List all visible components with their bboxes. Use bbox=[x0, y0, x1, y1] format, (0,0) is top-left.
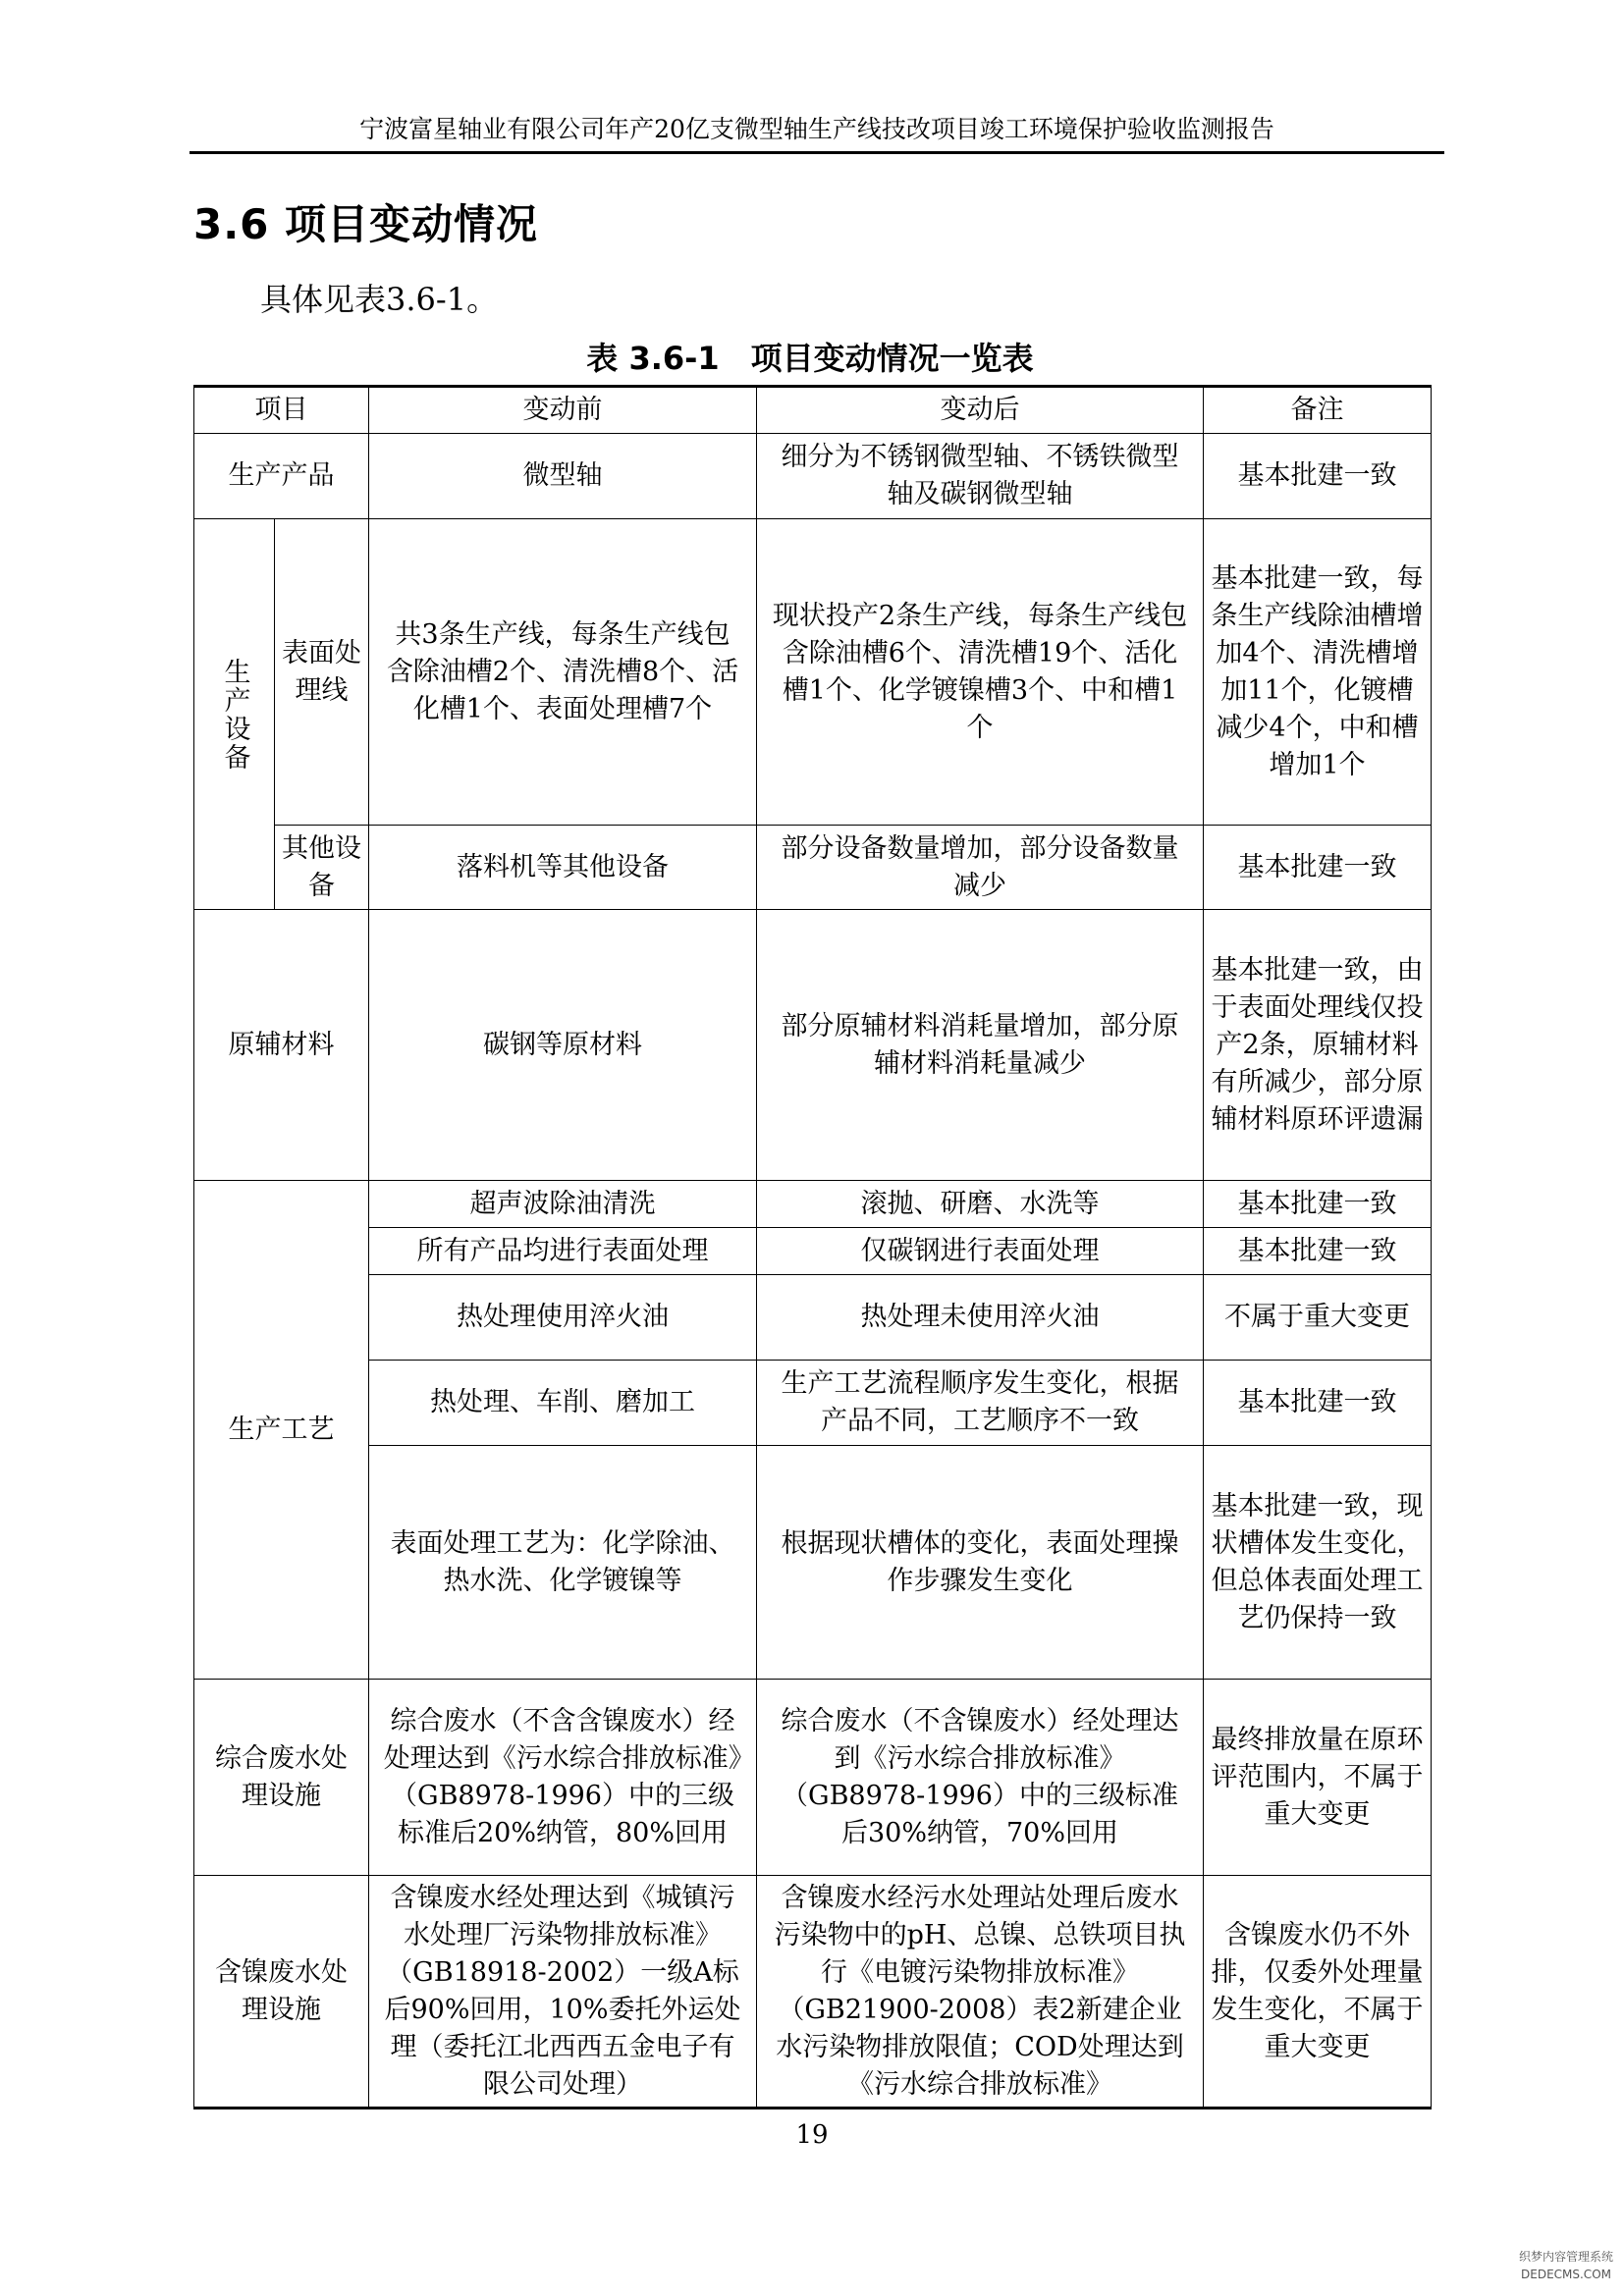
row-item: 生产产品 bbox=[194, 434, 369, 519]
intro-text: 具体见表3.6-1。 bbox=[260, 281, 499, 318]
row-note: 基本批建一致 bbox=[1204, 1361, 1432, 1446]
table-row bbox=[194, 1361, 1432, 1446]
row-after: 生产工艺流程顺序发生变化，根据产品不同，工艺顺序不一致 bbox=[757, 1361, 1204, 1446]
table-caption: 表 3.6-1 项目变动情况一览表 bbox=[586, 340, 1034, 377]
table-row bbox=[194, 1446, 1432, 1680]
row-after: 根据现状槽体的变化，表面处理操作步骤发生变化 bbox=[757, 1446, 1204, 1680]
table-header-row bbox=[194, 387, 1432, 434]
row-item: 含镍废水处理设施 bbox=[194, 1876, 369, 2109]
row-after: 现状投产2条生产线，每条生产线包含除油槽6个、清洗槽19个、活化槽1个、化学镀镍槽3个、中和槽1个 bbox=[757, 519, 1204, 826]
row-after: 滚抛、研磨、水洗等 bbox=[757, 1181, 1204, 1228]
row-note: 基本批建一致 bbox=[1204, 1228, 1432, 1275]
row-before: 综合废水（不含含镍废水）经处理达到《污水综合排放标准》（GB8978-1996）中的三级标准后20%纳管，80%回用 bbox=[369, 1680, 757, 1876]
row-note: 基本批建一致，每条生产线除油槽增加4个、清洗槽增加11个，化镀槽减少4个，中和槽增加1个 bbox=[1204, 519, 1432, 826]
watermark-line1: 织梦内容管理系统 bbox=[1518, 2250, 1613, 2264]
row-subitem: 其他设备 bbox=[275, 826, 369, 910]
row-after: 细分为不锈钢微型轴、不锈铁微型轴及碳钢微型轴 bbox=[757, 434, 1204, 519]
row-before: 共3条生产线，每条生产线包含除油槽2个、清洗槽8个、活化槽1个、表面处理槽7个 bbox=[369, 519, 757, 826]
table-row bbox=[194, 1181, 1432, 1228]
table-row bbox=[194, 1228, 1432, 1275]
page-header: 宁波富星轴业有限公司年产20亿支微型轴生产线技改项目竣工环境保护验收监测报告 bbox=[189, 108, 1444, 154]
row-note: 基本批建一致 bbox=[1204, 1181, 1432, 1228]
header-before: 变动前 bbox=[369, 387, 757, 434]
section-title: 3.6 项目变动情况 bbox=[193, 200, 539, 248]
row-before: 超声波除油清洗 bbox=[369, 1181, 757, 1228]
table-row bbox=[194, 1275, 1432, 1361]
table-row bbox=[194, 910, 1432, 1181]
row-before: 所有产品均进行表面处理 bbox=[369, 1228, 757, 1275]
header-item: 项目 bbox=[194, 387, 369, 434]
row-before: 表面处理工艺为：化学除油、热水洗、化学镀镍等 bbox=[369, 1446, 757, 1680]
header-note: 备注 bbox=[1204, 387, 1432, 434]
row-note: 基本批建一致 bbox=[1204, 434, 1432, 519]
table-row bbox=[194, 826, 1432, 910]
row-before: 热处理使用淬火油 bbox=[369, 1275, 757, 1361]
row-after: 仅碳钢进行表面处理 bbox=[757, 1228, 1204, 1275]
row-note: 含镍废水仍不外排，仅委外处理量发生变化，不属于重大变更 bbox=[1204, 1876, 1432, 2109]
group-equipment: 生产设备 bbox=[194, 519, 275, 910]
watermark-line2: DEDECMS.COM bbox=[1521, 2268, 1611, 2281]
table-row bbox=[194, 1680, 1432, 1876]
row-item: 原辅材料 bbox=[194, 910, 369, 1181]
row-after: 热处理未使用淬火油 bbox=[757, 1275, 1204, 1361]
group-process: 生产工艺 bbox=[194, 1181, 369, 1680]
row-before: 落料机等其他设备 bbox=[369, 826, 757, 910]
page-number: 19 bbox=[795, 2120, 829, 2150]
row-before: 微型轴 bbox=[369, 434, 757, 519]
row-after: 部分设备数量增加，部分设备数量减少 bbox=[757, 826, 1204, 910]
row-before: 热处理、车削、磨加工 bbox=[369, 1361, 757, 1446]
row-note: 最终排放量在原环评范围内，不属于重大变更 bbox=[1204, 1680, 1432, 1876]
row-note: 不属于重大变更 bbox=[1204, 1275, 1432, 1361]
row-after: 部分原辅材料消耗量增加，部分原辅材料消耗量减少 bbox=[757, 910, 1204, 1181]
row-after: 综合废水（不含镍废水）经处理达到《污水综合排放标准》（GB8978-1996）中的三级标准后30%纳管，70%回用 bbox=[757, 1680, 1204, 1876]
table-row bbox=[194, 519, 1432, 826]
header-after: 变动后 bbox=[757, 387, 1204, 434]
row-before: 碳钢等原材料 bbox=[369, 910, 757, 1181]
row-note: 基本批建一致，现状槽体发生变化，但总体表面处理工艺仍保持一致 bbox=[1204, 1446, 1432, 1680]
watermark-logo bbox=[1512, 2248, 1620, 2293]
table-row bbox=[194, 434, 1432, 519]
row-note: 基本批建一致 bbox=[1204, 826, 1432, 910]
change-table bbox=[193, 385, 1432, 2109]
row-note: 基本批建一致，由于表面处理线仅投产2条，原辅材料有所减少，部分原辅材料原环评遗漏 bbox=[1204, 910, 1432, 1181]
row-after: 含镍废水经污水处理站处理后废水污染物中的pH、总镍、总铁项目执行《电镀污染物排放标准》（GB21900-2008）表2新建企业水污染物排放限值；COD处理达到《污水综合排放标准》 bbox=[757, 1876, 1204, 2109]
row-item: 综合废水处理设施 bbox=[194, 1680, 369, 1876]
row-subitem: 表面处理线 bbox=[275, 519, 369, 826]
table-row bbox=[194, 1876, 1432, 2109]
row-before: 含镍废水经处理达到《城镇污水处理厂污染物排放标准》（GB18918-2002）一级A标后90%回用，10%委托外运处理（委托江北西西五金电子有限公司处理） bbox=[369, 1876, 757, 2109]
